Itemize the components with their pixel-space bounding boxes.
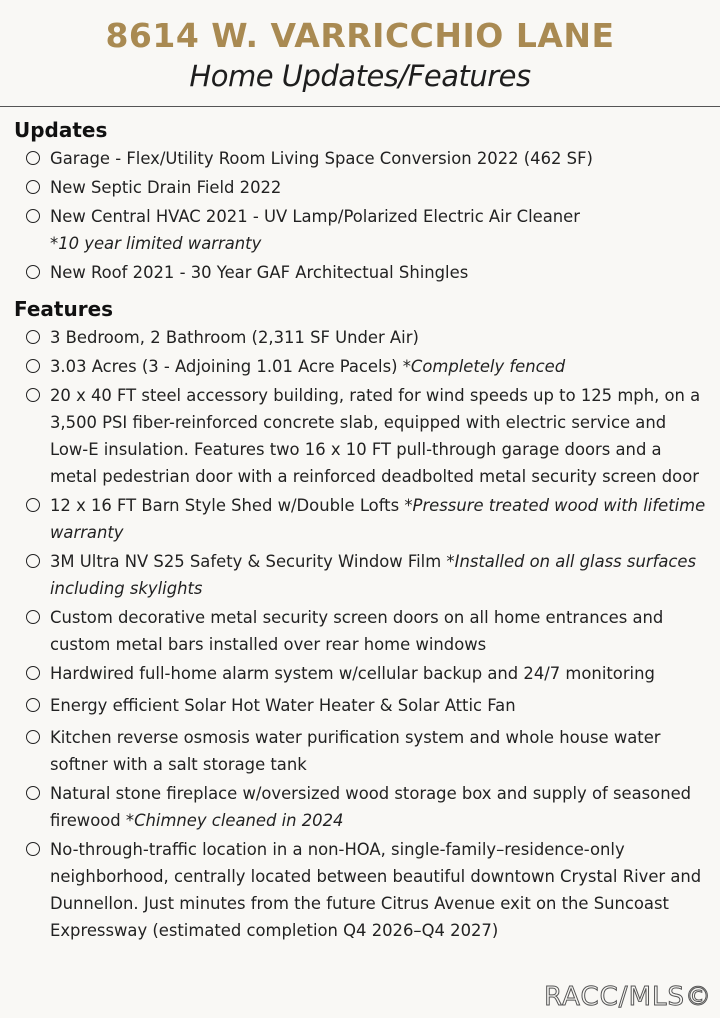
list-item: [50, 836, 706, 944]
list-item-text: Kitchen reverse osmosis water purification system and whole house water softner with a salt storage tank: [50, 728, 661, 774]
list-item-note: *Pressure treated wood with lifetime warranty: [50, 496, 706, 542]
list-item: [50, 724, 706, 778]
page-title: 8614 W. VARRICCHIO LANE: [105, 16, 615, 55]
list-item-text: 12 x 16 FT Barn Style Shed w/Double Lofts: [50, 496, 405, 515]
list-item-note: *Chimney cleaned in 2024: [125, 811, 344, 830]
circle-bullet-icon: [26, 498, 40, 512]
list-item-text: New Roof 2021 - 30 Year GAF Architectual Shingles: [50, 263, 469, 282]
updates-list: [0, 145, 720, 286]
circle-bullet-icon: [26, 209, 40, 223]
list-item: [50, 382, 706, 490]
circle-bullet-icon: [26, 359, 40, 373]
list-item-text: Hardwired full-home alarm system w/cellular backup and 24/7 monitoring: [50, 664, 655, 683]
list-item-text: Natural stone fireplace w/oversized wood storage box and supply of seasoned firewood: [50, 784, 692, 830]
list-item: [50, 145, 706, 172]
watermark: RACC/MLS©: [544, 982, 712, 1012]
list-item-note: *10 year limited warranty: [50, 234, 262, 253]
list-item-text: Energy efficient Solar Hot Water Heater & Solar Attic Fan: [50, 696, 516, 715]
circle-bullet-icon: [26, 610, 40, 624]
features-heading: Features: [14, 297, 114, 321]
circle-bullet-icon: [26, 180, 40, 194]
list-item-text: Custom decorative metal security screen doors on all home entrances and custom metal bars installed over rear home windows: [50, 608, 664, 654]
list-item-note: *Installed on all glass surfaces including skylights: [50, 552, 697, 598]
page-subtitle: Home Updates/Features: [189, 59, 531, 93]
circle-bullet-icon: [26, 698, 40, 712]
list-item-text: 3.03 Acres (3 - Adjoining 1.01 Acre Pacels): [50, 357, 403, 376]
list-item: [50, 780, 706, 834]
features-list: [0, 324, 720, 944]
updates-heading: Updates: [14, 118, 108, 142]
list-item: [50, 492, 706, 546]
circle-bullet-icon: [26, 554, 40, 568]
list-item-text: New Septic Drain Field 2022: [50, 178, 282, 197]
circle-bullet-icon: [26, 330, 40, 344]
circle-bullet-icon: [26, 666, 40, 680]
list-item: [50, 692, 706, 719]
list-item-text: No-through-traffic location in a non-HOA, single-family–residence-only neighborhood, centrally located between beautiful downtown Crystal River and Dunnellon. Just minutes from the future Citrus Avenue exit on the Suncoast Expressway (estimated completion Q4 2026–Q4 2027): [50, 840, 702, 940]
list-item-text: 3 Bedroom, 2 Bathroom (2,311 SF Under Air): [50, 328, 419, 347]
list-item: [50, 259, 706, 286]
circle-bullet-icon: [26, 151, 40, 165]
updates-section: [0, 117, 720, 286]
list-item-text: Garage - Flex/Utility Room Living Space Conversion 2022 (462 SF): [50, 149, 593, 168]
list-item: [50, 324, 706, 351]
list-item: [50, 548, 706, 602]
circle-bullet-icon: [26, 730, 40, 744]
header: [0, 0, 720, 96]
list-item-text: 20 x 40 FT steel accessory building, rated for wind speeds up to 125 mph, on a 3,500 PSI fiber-reinforced concrete slab, equipped with electric service and Low-E insulation. Features two 16 x 10 FT pull-through garage doors and a metal pedestrian door with a reinforced deadbolted metal security screen door: [50, 386, 701, 486]
list-item: [50, 353, 706, 380]
list-item: [50, 660, 706, 687]
circle-bullet-icon: [26, 842, 40, 856]
list-item-note: *Completely fenced: [402, 357, 566, 376]
list-item-text: 3M Ultra NV S25 Safety & Security Window Film: [50, 552, 447, 571]
list-item: [50, 203, 706, 257]
list-item: [50, 174, 706, 201]
divider: [0, 106, 720, 107]
list-item-text: New Central HVAC 2021 - UV Lamp/Polarized Electric Air Cleaner: [50, 207, 580, 226]
circle-bullet-icon: [26, 786, 40, 800]
circle-bullet-icon: [26, 388, 40, 402]
list-item: [50, 604, 706, 658]
features-section: [0, 296, 720, 944]
circle-bullet-icon: [26, 265, 40, 279]
